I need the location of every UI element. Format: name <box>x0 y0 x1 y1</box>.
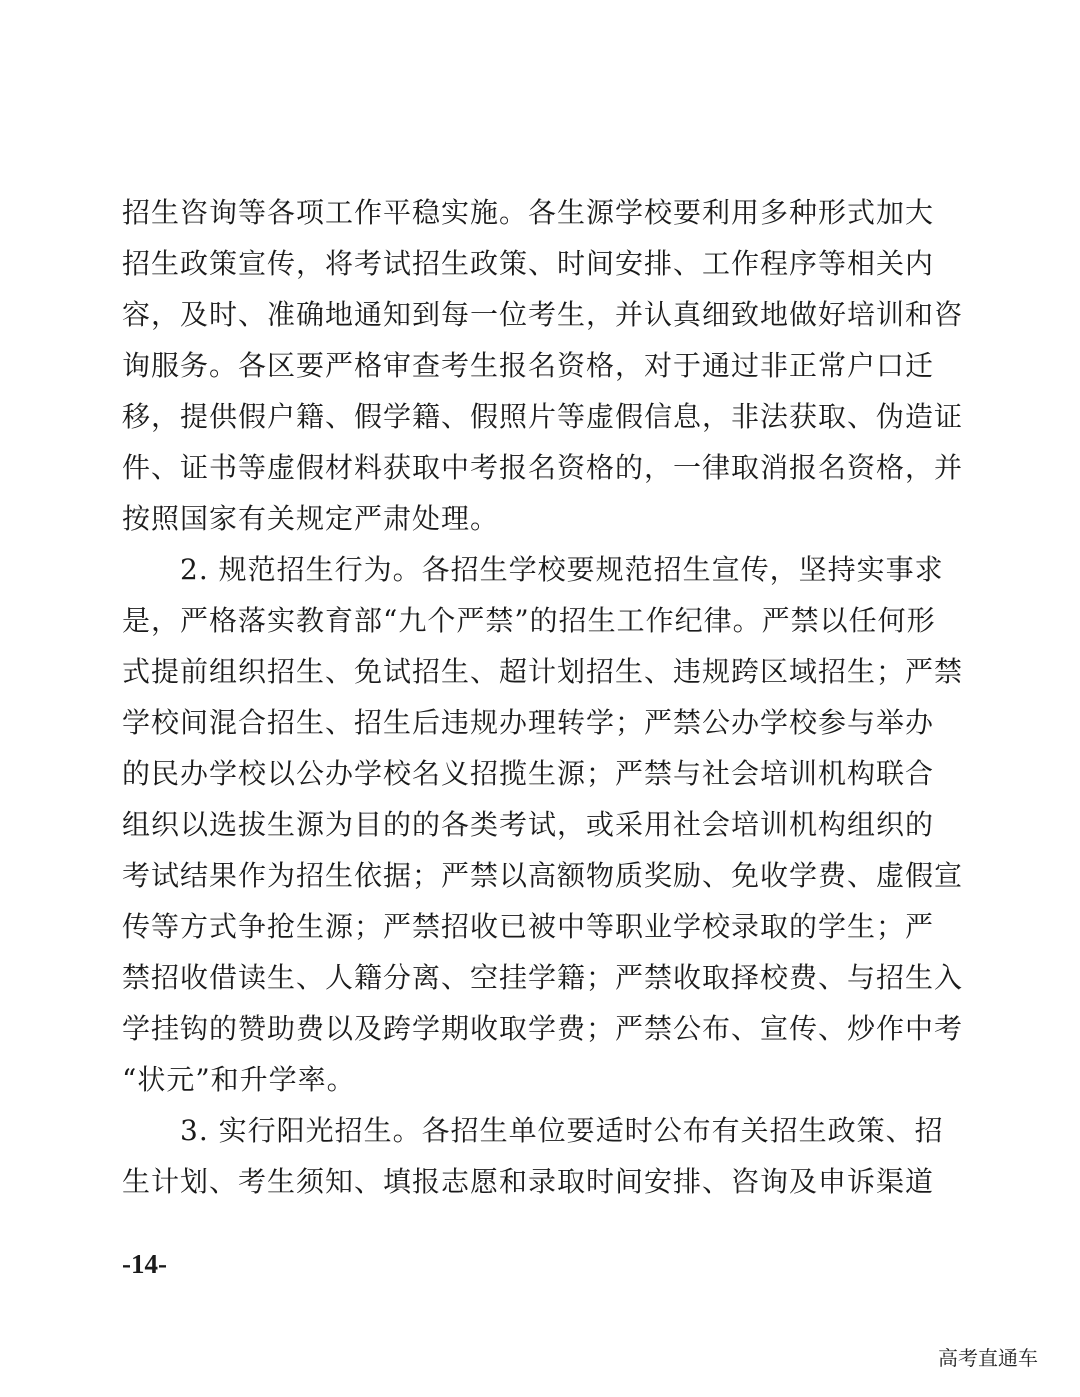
text-line: 式提前组织招生、免试招生、超计划招生、违规跨区域招生；严禁 <box>122 655 964 688</box>
text-line: “状元”和升学率。 <box>122 1063 356 1096</box>
text-line: 组织以选拔生源为目的的各类考试，或采用社会培训机构组织的 <box>122 808 935 841</box>
text-line: 禁招收借读生、人籍分离、空挂学籍；严禁收取择校费、与招生入 <box>122 961 964 994</box>
text-line: 是，严格落实教育部“九个严禁”的招生工作纪律。严禁以任何形 <box>122 604 936 637</box>
text-line: 生计划、考生须知、填报志愿和录取时间安排、咨询及申诉渠道 <box>122 1165 935 1198</box>
text-line: 考试结果作为招生依据；严禁以高额物质奖励、免收学费、虚假宣 <box>122 859 964 892</box>
text-line: 招生咨询等各项工作平稳实施。各生源学校要利用多种形式加大 <box>122 196 935 229</box>
text-line: 的民办学校以公办学校名义招揽生源；严禁与社会培训机构联合 <box>122 757 935 790</box>
text-line: 询服务。各区要严格审查考生报名资格，对于通过非正常户口迁 <box>122 349 935 382</box>
text-line: 学挂钩的赞助费以及跨学期收取学费；严禁公布、宣传、炒作中考 <box>122 1012 964 1045</box>
text-line: 件、证书等虚假材料获取中考报名资格的，一律取消报名资格，并 <box>122 451 964 484</box>
page-number: -14- <box>122 1249 167 1279</box>
watermark: 高考直通车 <box>938 1346 1038 1370</box>
text-line: 容，及时、准确地通知到每一位考生，并认真细致地做好培训和咨 <box>122 298 964 331</box>
text-line: 3. 实行阳光招生。各招生单位要适时公布有关招生政策、招 <box>122 1114 944 1147</box>
text-line: 学校间混合招生、招生后违规办理转学；严禁公办学校参与举办 <box>122 706 935 739</box>
text-line: 招生政策宣传，将考试招生政策、时间安排、工作程序等相关内 <box>122 247 935 280</box>
text-line: 移，提供假户籍、假学籍、假照片等虚假信息，非法获取、伪造证 <box>122 400 964 433</box>
text-line: 按照国家有关规定严肃处理。 <box>122 502 500 535</box>
text-line: 2. 规范招生行为。各招生学校要规范招生宣传，坚持实事求 <box>122 553 944 586</box>
text-line: 传等方式争抢生源；严禁招收已被中等职业学校录取的学生；严 <box>122 910 935 943</box>
